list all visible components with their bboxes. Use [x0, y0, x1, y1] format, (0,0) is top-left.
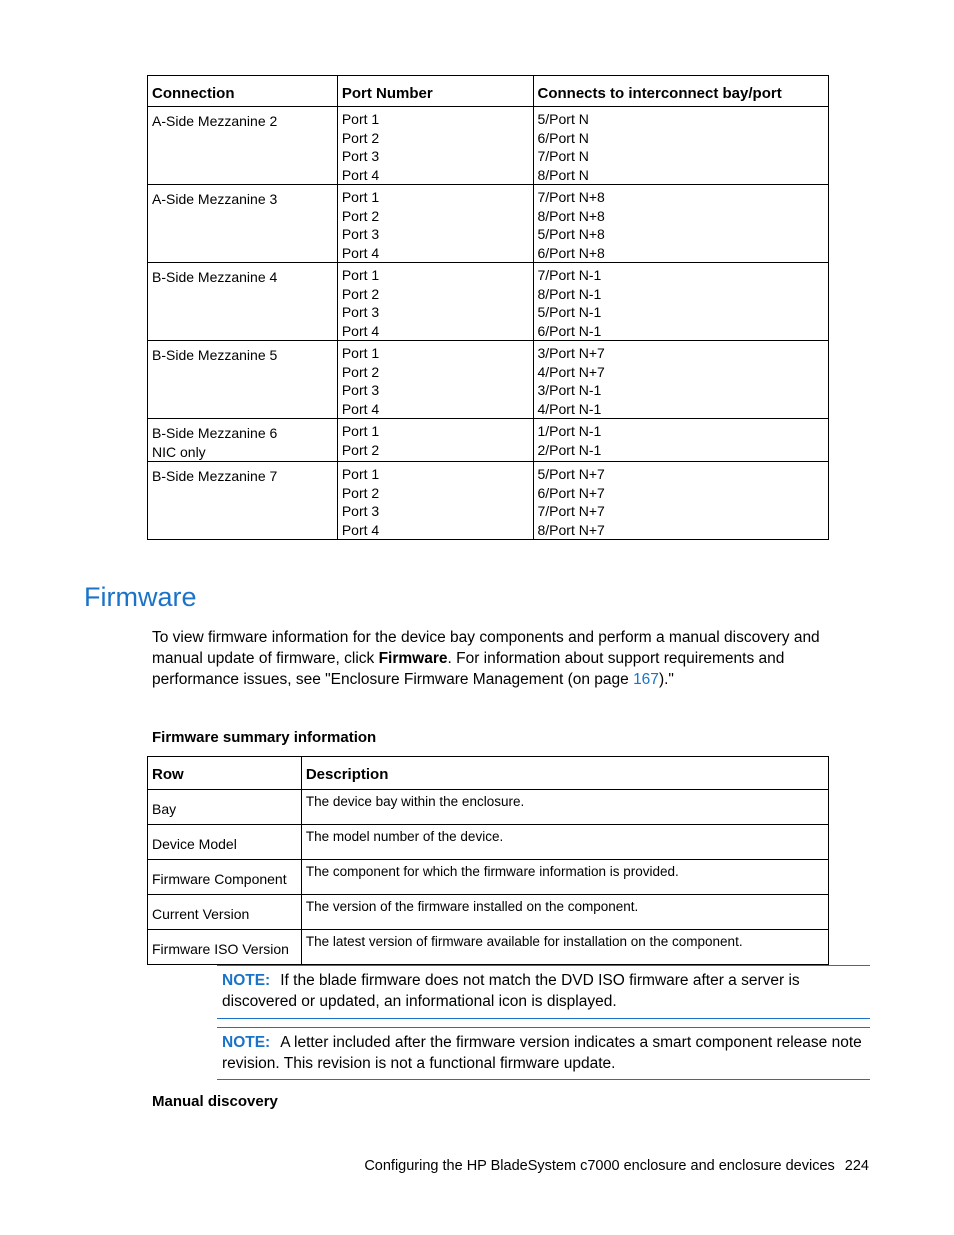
interconnect-cell-line: 4/Port N-1 [537, 400, 602, 417]
interconnect-cell-line: 7/Port N+8 [537, 189, 605, 205]
intro-text-middle: . For information about support requirements and performance issues, see "Enclosure Firmware Management (on page [152, 650, 785, 688]
port-mapping-table [147, 75, 829, 540]
table-row [148, 185, 829, 263]
note-letter-revision [217, 1027, 870, 1080]
port-number-cell-line: Port 3 [341, 382, 380, 398]
interconnect-cell-line: 5/Port N+7 [537, 466, 605, 482]
intro-paragraph [152, 627, 872, 690]
connection-cell-line: A-Side Mezzanine 3 [152, 191, 278, 207]
interconnect-cell-line: 1/Port N-1 [537, 423, 602, 439]
interconnect-cell-line: 4/Port N+7 [537, 363, 605, 380]
table-header-row [148, 757, 829, 790]
note-informational-icon [217, 965, 870, 1019]
port-number-cell-line: Port 1 [341, 345, 380, 361]
intro-text-end: )." [658, 671, 674, 688]
connection-cell-line: B-Side Mezzanine 6 [152, 425, 278, 441]
port-number-cell [337, 107, 533, 185]
interconnect-cell-line: 5/Port N [537, 111, 589, 127]
connection-cell [148, 341, 338, 419]
port-number-cell [337, 419, 533, 462]
interconnect-cell-line: 6/Port N+7 [537, 484, 605, 501]
port-number-cell-line: Port 1 [341, 111, 380, 127]
connection-cell-line: NIC only [152, 443, 206, 460]
interconnect-cell-line: 5/Port N-1 [537, 304, 602, 320]
interconnect-cell [533, 107, 829, 185]
interconnect-cell-line: 3/Port N+7 [537, 345, 605, 361]
table-row [148, 107, 829, 185]
interconnect-cell [533, 185, 829, 263]
interconnect-cell-line: 6/Port N+8 [537, 244, 605, 261]
row-description-cell: The device bay within the enclosure. [301, 790, 828, 825]
table-row [148, 860, 829, 895]
section-title: Firmware [84, 582, 197, 612]
row-name-cell: Device Model [148, 825, 302, 860]
row-name-cell: Firmware Component [148, 860, 302, 895]
port-number-cell [337, 185, 533, 263]
port-number-cell-line: Port 4 [341, 322, 380, 339]
page-number: 224 [844, 1158, 869, 1174]
table-row [148, 895, 829, 930]
port-number-cell-line: Port 2 [341, 285, 380, 302]
column-header-description: Description [301, 757, 828, 790]
interconnect-cell [533, 419, 829, 462]
interconnect-cell-line: 7/Port N+7 [537, 503, 605, 519]
table-row [148, 263, 829, 341]
connection-cell [148, 263, 338, 341]
port-number-cell-line: Port 2 [341, 484, 380, 501]
port-number-cell-line: Port 4 [341, 400, 380, 417]
connection-cell-line: A-Side Mezzanine 2 [152, 113, 278, 129]
summary-heading: Firmware summary information [152, 729, 377, 746]
interconnect-cell-line: 8/Port N [537, 166, 589, 183]
interconnect-cell-line: 6/Port N-1 [537, 322, 602, 339]
row-name-cell: Current Version [148, 895, 302, 930]
note-label: NOTE: [222, 972, 271, 989]
intro-text-start: To view firmware information for the device bay components and perform a manual discovery and manual update of firmware, click [152, 629, 820, 667]
interconnect-cell-line: 7/Port N-1 [537, 267, 602, 283]
interconnect-cell-line: 6/Port N [537, 129, 589, 146]
port-number-cell-line: Port 4 [341, 244, 380, 261]
connection-cell [148, 185, 338, 263]
row-description-cell: The version of the firmware installed on the component. [301, 895, 828, 930]
interconnect-cell-line: 2/Port N-1 [537, 441, 602, 458]
note-text: A letter included after the firmware version indicates a smart component release note revision. This revision is not a functional firmware update. [222, 1034, 862, 1072]
column-header-port-number: Port Number [337, 76, 533, 107]
interconnect-cell-line: 8/Port N+7 [537, 521, 605, 538]
table-row [148, 462, 829, 540]
table-row [148, 790, 829, 825]
port-number-cell-line: Port 2 [341, 441, 380, 458]
port-number-cell-line: Port 3 [341, 226, 380, 242]
port-number-cell-line: Port 3 [341, 148, 380, 164]
connection-cell-line: B-Side Mezzanine 4 [152, 269, 278, 285]
row-name-cell: Firmware ISO Version [148, 930, 302, 965]
port-number-cell-line: Port 4 [341, 166, 380, 183]
table-header-row [148, 76, 829, 107]
table-row [148, 825, 829, 860]
connection-cell [148, 462, 338, 540]
column-header-row: Row [148, 757, 302, 790]
interconnect-cell [533, 462, 829, 540]
port-number-cell-line: Port 2 [341, 363, 380, 380]
interconnect-cell [533, 263, 829, 341]
interconnect-cell [533, 341, 829, 419]
footer-title: Configuring the HP BladeSystem c7000 enclosure and enclosure devices [364, 1158, 835, 1174]
intro-bold-firmware: Firmware [378, 650, 448, 667]
page-footer [364, 1158, 869, 1174]
port-number-cell-line: Port 4 [341, 521, 380, 538]
port-number-cell-line: Port 3 [341, 503, 380, 519]
page-link[interactable]: 167 [633, 671, 659, 688]
port-number-cell-line: Port 1 [341, 423, 380, 439]
row-description-cell: The latest version of firmware available for installation on the component. [301, 930, 828, 965]
row-name-cell: Bay [148, 790, 302, 825]
row-description-cell: The model number of the device. [301, 825, 828, 860]
interconnect-cell-line: 7/Port N [537, 148, 589, 164]
port-number-cell-line: Port 3 [341, 304, 380, 320]
port-number-cell-line: Port 1 [341, 466, 380, 482]
port-number-cell-line: Port 2 [341, 129, 380, 146]
connection-cell-line: B-Side Mezzanine 5 [152, 347, 278, 363]
interconnect-cell-line: 5/Port N+8 [537, 226, 605, 242]
port-number-cell [337, 341, 533, 419]
connection-cell-line: B-Side Mezzanine 7 [152, 468, 278, 484]
port-number-cell [337, 263, 533, 341]
connection-cell [148, 107, 338, 185]
interconnect-cell-line: 8/Port N+8 [537, 207, 605, 224]
interconnect-cell-line: 3/Port N-1 [537, 382, 602, 398]
table-row [148, 419, 829, 462]
column-header-connection: Connection [148, 76, 338, 107]
row-description-cell: The component for which the firmware information is provided. [301, 860, 828, 895]
table-row [148, 341, 829, 419]
port-number-cell-line: Port 1 [341, 189, 380, 205]
note-label: NOTE: [222, 1034, 271, 1051]
port-number-cell-line: Port 1 [341, 267, 380, 283]
connection-cell [148, 419, 338, 462]
manual-discovery-heading: Manual discovery [152, 1093, 278, 1110]
column-header-interconnect: Connects to interconnect bay/port [533, 76, 829, 107]
port-number-cell [337, 462, 533, 540]
table-row [148, 930, 829, 965]
port-number-cell-line: Port 2 [341, 207, 380, 224]
interconnect-cell-line: 8/Port N-1 [537, 285, 602, 302]
firmware-summary-table [147, 756, 829, 965]
note-text: If the blade firmware does not match the DVD ISO firmware after a server is discovered or updated, an informational icon is displayed. [222, 972, 800, 1010]
